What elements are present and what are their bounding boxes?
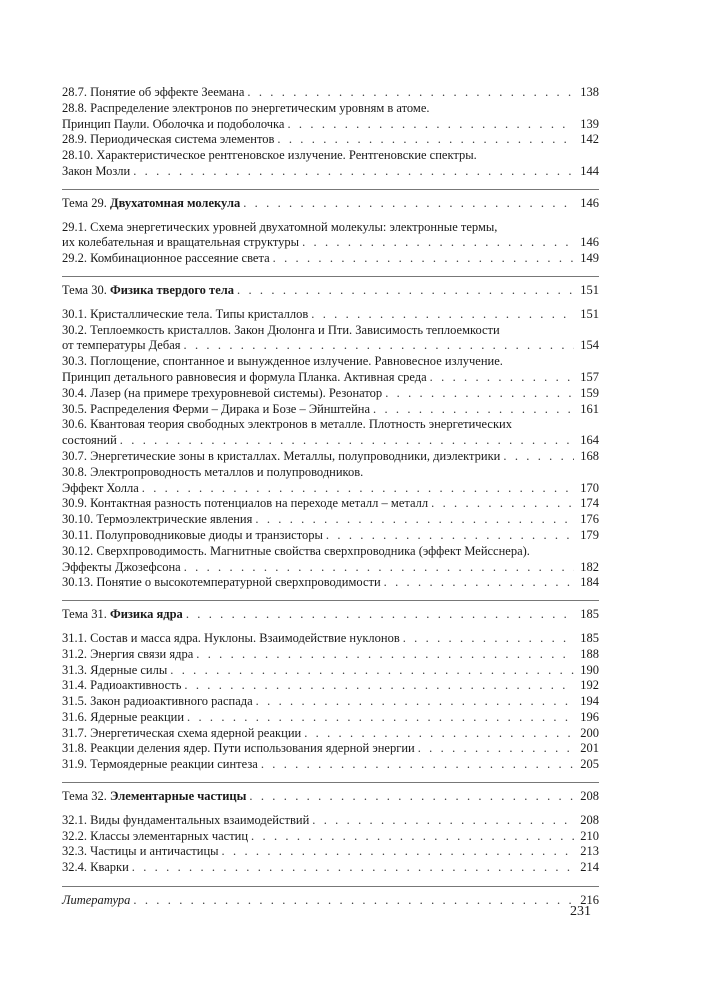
dot-leader: [273, 251, 574, 267]
topic-title: [62, 789, 246, 805]
topic-heading: [62, 782, 599, 805]
entry-page: 182: [580, 559, 599, 574]
dot-leader: [196, 647, 574, 663]
toc-entry-line: [62, 844, 599, 860]
entry-title-line1: 28.8. Распределение электронов по энергетическим уровням в атоме.: [62, 100, 430, 115]
toc-entry: [62, 386, 599, 402]
entry-title-line1: 30.2. Теплоемкость кристаллов. Закон Дюлонга и Пти. Зависимость теплоемкости: [62, 322, 500, 337]
toc-entry-line: [62, 370, 599, 386]
toc-entry-line: [62, 85, 599, 101]
entry-page: 196: [580, 709, 599, 724]
entry-title-line1: 30.6. Квантовая теория свободных электронов в металле. Плотность энергетических: [62, 417, 512, 432]
entry-page: 149: [580, 251, 599, 266]
entry-title: 30.13. Понятие о высокотемпературной сверхпроводимости: [62, 575, 381, 590]
toc-entry: [62, 694, 599, 710]
entry-title: 29.2. Комбинационное рассеяние света: [62, 251, 270, 266]
toc-entry-line: [62, 663, 599, 679]
dot-leader: [247, 85, 574, 101]
toc-entry-line: [62, 710, 599, 726]
dot-leader: [430, 370, 574, 386]
toc-entry-line: [62, 164, 599, 180]
toc-entry: [62, 465, 599, 497]
entry-title: Литература: [62, 893, 131, 908]
dot-leader: [503, 449, 574, 465]
entry-page: 185: [580, 630, 599, 645]
dot-leader: [385, 386, 574, 402]
dot-leader: [132, 860, 574, 876]
entry-title: их колебательная и вращательная структуры: [62, 235, 300, 250]
entry-title: 30.5. Распределения Ферми – Дирака и Бозе – Эйнштейна: [62, 401, 371, 416]
toc-entry: [62, 496, 599, 512]
dot-leader: [311, 307, 574, 323]
toc-entry-line: [62, 860, 599, 876]
literature-entry: [62, 886, 599, 909]
topic-page: 146: [580, 195, 599, 210]
entry-title: Принцип детального равновесия и формула Планка. Активная среда: [62, 369, 427, 384]
toc-entry-line: [62, 694, 599, 710]
entry-page: 194: [580, 694, 599, 709]
dot-leader: [418, 741, 574, 757]
dot-leader: [187, 710, 574, 726]
toc-entry-line: [62, 647, 599, 663]
toc-entry-line: [62, 560, 599, 576]
entry-page: 192: [580, 678, 599, 693]
entry-title: 31.5. Закон радиоактивного распада: [62, 694, 253, 709]
dot-leader: [120, 433, 574, 449]
entry-page: 213: [580, 844, 599, 859]
toc-entry-line: [62, 117, 599, 133]
entry-title-line1: 30.3. Поглощение, спонтанное и вынужденное излучение. Равновесное излучение.: [62, 354, 503, 369]
dot-leader: [142, 481, 574, 497]
entry-page: 144: [580, 163, 599, 178]
entry-title: 30.4. Лазер (на примере трехуровневой системы). Резонатор: [62, 385, 383, 400]
dot-leader: [170, 663, 574, 679]
dot-leader: [326, 528, 574, 544]
entry-title: 30.1. Кристаллические тела. Типы кристаллов: [62, 306, 309, 321]
entry-page: 139: [580, 116, 599, 131]
toc-entry-line: [62, 433, 599, 449]
entry-title: Эффект Холла: [62, 480, 139, 495]
dot-leader: [184, 338, 574, 354]
toc-group: [62, 276, 599, 591]
entry-page: 179: [580, 527, 599, 542]
toc-entry: [62, 251, 599, 267]
toc-entry: [62, 844, 599, 860]
entry-page: 157: [580, 369, 599, 384]
entry-title: 28.7. Понятие об эффекте Зеемана: [62, 85, 245, 99]
entry-page: 146: [580, 235, 599, 250]
toc-entry-line: [62, 235, 599, 251]
entry-title: 31.9. Термоядерные реакции синтеза: [62, 757, 258, 772]
topic-heading: [62, 276, 599, 299]
dot-leader: [403, 631, 574, 647]
topic-name: Двухатомная молекула: [109, 195, 241, 210]
entry-page: 201: [580, 741, 599, 756]
topic-title: [62, 607, 183, 623]
dot-leader: [304, 726, 574, 742]
toc-entry: [62, 647, 599, 663]
toc-entry-line: [62, 307, 599, 323]
toc-entry: [62, 678, 599, 694]
toc-entry: [62, 148, 599, 180]
toc-entry: [62, 757, 599, 773]
topic-prefix: Тема 30.: [62, 282, 107, 297]
toc-entry: [62, 726, 599, 742]
entry-page: 176: [580, 512, 599, 527]
toc-entry-line: [62, 449, 599, 465]
entry-title-line1: 28.10. Характеристическое рентгеновское излучение. Рентгеновские спектры.: [62, 148, 477, 163]
entry-page: 138: [580, 85, 599, 99]
dot-leader: [243, 196, 574, 212]
toc-group: [62, 189, 599, 267]
toc-entry: [62, 220, 599, 252]
dot-leader: [287, 117, 574, 133]
toc-entry-line: [62, 757, 599, 773]
toc-entry: [62, 307, 599, 323]
toc-entry: [62, 741, 599, 757]
dot-leader: [184, 560, 574, 576]
toc-entry: [62, 402, 599, 418]
topic-name: Физика твердого тела: [109, 282, 235, 297]
entry-page: 200: [580, 725, 599, 740]
dot-leader: [312, 813, 574, 829]
dot-leader: [251, 829, 574, 845]
toc-entry: [62, 101, 599, 133]
toc-entry: [62, 663, 599, 679]
dot-leader: [255, 512, 574, 528]
topic-heading: [62, 600, 599, 623]
entry-page: 205: [580, 757, 599, 772]
entry-title: 31.8. Реакции деления ядер. Пути использования ядерной энергии: [62, 741, 415, 756]
entry-page: 142: [580, 132, 599, 147]
topic-title: [62, 283, 234, 299]
entry-title-line1: 30.8. Электропроводность металлов и полупроводников.: [62, 464, 364, 479]
toc-entry-line: [62, 726, 599, 742]
dot-leader: [186, 607, 574, 623]
entry-title: 31.1. Состав и масса ядра. Нуклоны. Взаимодействие нуклонов: [62, 630, 400, 645]
entry-page: 151: [580, 306, 599, 321]
topic-page: 185: [580, 607, 599, 622]
toc-group: [62, 85, 599, 180]
entry-title: 32.2. Классы элементарных частиц: [62, 828, 249, 843]
entry-title: от температуры Дебая: [62, 338, 181, 353]
toc-entry-line: [62, 813, 599, 829]
dot-leader: [133, 164, 574, 180]
dot-leader: [133, 893, 574, 909]
toc-entry: [62, 528, 599, 544]
dot-leader: [184, 678, 574, 694]
entry-page: 159: [580, 385, 599, 400]
dot-leader: [373, 402, 574, 418]
dot-leader: [249, 789, 574, 805]
dot-leader: [302, 235, 574, 251]
topic-prefix: Тема 32.: [62, 789, 107, 804]
topic-name: Физика ядра: [109, 607, 183, 622]
entry-title: Эффекты Джозефсона: [62, 559, 181, 574]
toc-entry: [62, 323, 599, 355]
toc-entry-line: [62, 678, 599, 694]
toc-entry-line: [62, 386, 599, 402]
toc-entry: [62, 813, 599, 829]
entry-title: 31.6. Ядерные реакции: [62, 709, 185, 724]
entry-page: 168: [580, 448, 599, 463]
toc-entry-line: [62, 481, 599, 497]
topic-title: [62, 196, 240, 212]
entry-title-line1: 29.1. Схема энергетических уровней двухатомной молекулы: электронные термы,: [62, 219, 498, 234]
entry-title: 30.10. Термоэлектрические явления: [62, 512, 253, 527]
entry-title: 31.4. Радиоактивность: [62, 678, 182, 693]
entry-page: 210: [580, 828, 599, 843]
entry-title: 28.9. Периодическая система элементов: [62, 132, 275, 147]
entry-page: 164: [580, 433, 599, 448]
toc-entry-line: [62, 741, 599, 757]
entry-page: 184: [580, 575, 599, 590]
toc-entry: [62, 710, 599, 726]
entry-page: 170: [580, 480, 599, 495]
table-of-contents: [62, 85, 599, 909]
toc-group: [62, 782, 599, 876]
toc-entry-line: [62, 496, 599, 512]
toc-entry-line: [62, 132, 599, 148]
dot-leader: [256, 694, 574, 710]
topic-prefix: Тема 29.: [62, 195, 107, 210]
entry-page: 161: [580, 401, 599, 416]
entry-title: 32.4. Кварки: [62, 860, 129, 875]
toc-entry: [62, 85, 599, 101]
entry-title: состояний: [62, 433, 117, 448]
topic-page: 208: [580, 789, 599, 804]
dot-leader: [222, 844, 574, 860]
toc-entry: [62, 449, 599, 465]
toc-entry-line: [62, 251, 599, 267]
entry-title: 30.11. Полупроводниковые диоды и транзисторы: [62, 527, 323, 542]
dot-leader: [261, 757, 574, 773]
toc-group: [62, 600, 599, 773]
toc-entry: [62, 512, 599, 528]
toc-entry: [62, 544, 599, 576]
entry-title: 30.9. Контактная разность потенциалов на переходе металл – металл: [62, 496, 429, 511]
entry-title: 31.3. Ядерные силы: [62, 662, 168, 677]
toc-entry: [62, 417, 599, 449]
entry-title: 30.7. Энергетические зоны в кристаллах. Металлы, полупроводники, диэлектрики: [62, 448, 501, 463]
entry-page: 174: [580, 496, 599, 511]
entry-page: 208: [580, 812, 599, 827]
topic-prefix: Тема 31.: [62, 607, 107, 622]
dot-leader: [237, 283, 574, 299]
topic-heading: [62, 189, 599, 212]
dot-leader: [384, 575, 574, 591]
toc-entry: [62, 354, 599, 386]
toc-entry-line: [62, 402, 599, 418]
page-number: 231: [570, 904, 591, 919]
entry-title: Принцип Паули. Оболочка и подоболочка: [62, 116, 285, 131]
entry-page: 154: [580, 338, 599, 353]
toc-entry-line: [62, 528, 599, 544]
toc-entry: [62, 860, 599, 876]
entry-title: 32.3. Частицы и античастицы: [62, 844, 219, 859]
entry-title-line1: 30.12. Сверхпроводимость. Магнитные свойства сверхпроводника (эффект Мейсснера).: [62, 543, 530, 558]
topic-page: 151: [580, 282, 599, 297]
dot-leader: [431, 496, 574, 512]
entry-title: 31.2. Энергия связи ядра: [62, 646, 194, 661]
entry-page: 190: [580, 662, 599, 677]
toc-entry-line: [62, 512, 599, 528]
toc-entry: [62, 631, 599, 647]
entry-title: 32.1. Виды фундаментальных взаимодействий: [62, 812, 310, 827]
toc-entry: [62, 132, 599, 148]
entry-page: 188: [580, 646, 599, 661]
toc-entry: [62, 575, 599, 591]
toc-entry-line: [62, 338, 599, 354]
entry-title: 31.7. Энергетическая схема ядерной реакции: [62, 725, 302, 740]
toc-entry-line: [62, 575, 599, 591]
entry-page: 214: [580, 860, 599, 875]
toc-entry-line: [62, 631, 599, 647]
dot-leader: [277, 132, 574, 148]
topic-name: Элементарные частицы: [109, 789, 247, 804]
toc-entry-line: [62, 829, 599, 845]
entry-page: 216: [580, 893, 599, 908]
entry-title: Закон Мозли: [62, 163, 131, 178]
toc-entry: [62, 829, 599, 845]
